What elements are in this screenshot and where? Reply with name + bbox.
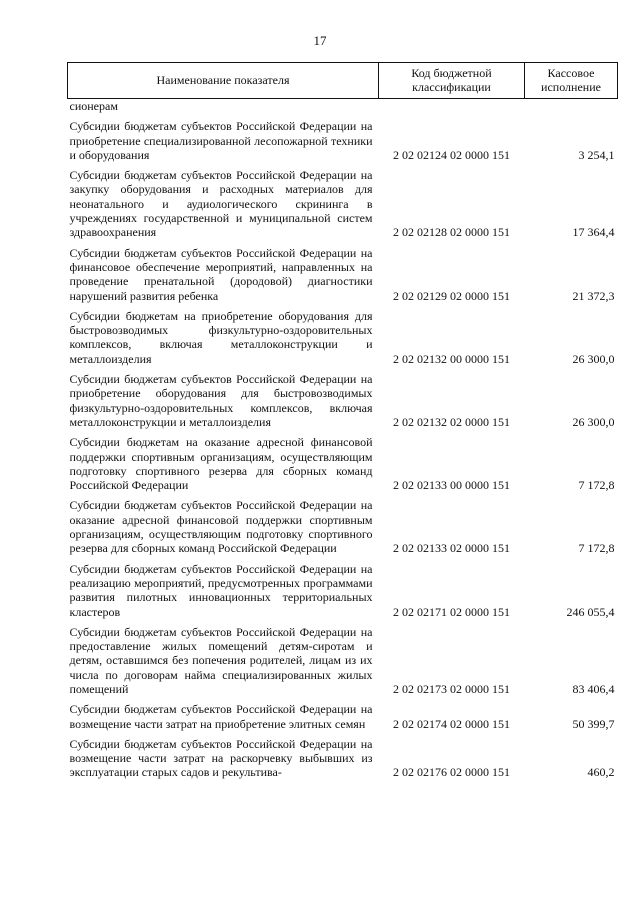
table-row	[68, 242, 618, 305]
row-amount: 83 406,4	[572, 681, 615, 696]
row-name: сионерам	[69, 99, 118, 113]
row-amount: 246 055,4	[566, 604, 615, 619]
table-row	[68, 733, 618, 782]
row-code: 2 02 02133 02 0000 151	[393, 541, 510, 556]
table-row	[68, 164, 618, 241]
row-amount: 21 372,3	[572, 288, 615, 303]
row-amount: 26 300,0	[572, 414, 615, 429]
row-amount: 26 300,0	[572, 351, 615, 366]
page-number: 17	[313, 33, 327, 48]
row-name: Субсидии бюджетам субъектов Российской Федерации на возмещение части затрат на раскорчевку выбывших из эксплуатации старых садов и рекультива-	[69, 736, 373, 780]
header-code: Код бюджетной классификации	[379, 63, 525, 99]
row-code: 2 02 02171 02 0000 151	[393, 604, 510, 619]
table-row	[68, 621, 618, 698]
row-code: 2 02 02124 02 0000 151	[393, 147, 510, 162]
row-code: 2 02 02176 02 0000 151	[393, 765, 510, 780]
row-name: Субсидии бюджетам субъектов Российской Федерации на приобретение оборудования для быстровозводимых физкультурно-оздоровительных комплексов, включая металлоконструкции и металлоизделия	[69, 372, 373, 429]
row-code: 2 02 02129 02 0000 151	[393, 288, 510, 303]
row-amount: 7 172,8	[578, 478, 615, 493]
row-name: Субсидии бюджетам на приобретение оборудования для быстровозводимых физкультурно-оздоровительных комплексов, включая металлоконструкции и металлоизделия	[69, 308, 373, 366]
table-row	[68, 558, 618, 621]
row-amount: 17 364,4	[572, 225, 615, 240]
row-amount: 50 399,7	[572, 716, 615, 731]
row-name: Субсидии бюджетам на оказание адресной финансовой поддержки спортивным организациям, осуществляющим подготовку спортивного резерва для сборных команд Российской Федерации	[69, 435, 373, 493]
row-name: Субсидии бюджетам субъектов Российской Федерации на приобретение специализированной лесопожарной техники и оборудования	[69, 119, 373, 162]
row-code: 2 02 02128 02 0000 151	[393, 225, 510, 240]
table-row	[68, 99, 618, 116]
row-name: Субсидии бюджетам субъектов Российской Федерации на возмещение части затрат на приобретение элитных семян	[69, 702, 373, 731]
row-code: 2 02 02132 02 0000 151	[393, 414, 510, 429]
header-name: Наименование показателя	[68, 63, 379, 99]
table-row	[68, 698, 618, 733]
row-name: Субсидии бюджетам субъектов Российской Федерации на финансовое обеспечение мероприятий, направленных на проведение пренатальной (дородовой) диагностики нарушений развития ребенка	[69, 245, 373, 303]
table-row	[68, 115, 618, 164]
row-amount	[525, 99, 618, 116]
row-name: Субсидии бюджетам субъектов Российской Федерации на оказание адресной финансовой поддержки спортивным организациям, осуществляющим подготовку спортивного резерва для сборных команд Российской Федерации	[69, 498, 373, 556]
row-code: 2 02 02133 00 0000 151	[393, 478, 510, 493]
table-row	[68, 494, 618, 557]
header-amount: Кассовое исполнение	[525, 63, 618, 99]
row-name: Субсидии бюджетам субъектов Российской Федерации на предоставление жилых помещений детям-сиротам и детям, оставшимся без попечения родителей, лицам из их числа по договорам найма специализированных жилых помещений	[69, 624, 373, 696]
row-amount: 460,2	[587, 765, 615, 780]
row-code: 2 02 02174 02 0000 151	[393, 716, 510, 731]
row-code: 2 02 02173 02 0000 151	[393, 681, 510, 696]
table-row	[68, 305, 618, 368]
row-name: Субсидии бюджетам субъектов Российской Федерации на реализацию мероприятий, предусмотренных программами развития пилотных инновационных территориальных кластеров	[69, 561, 373, 619]
table-row	[68, 368, 618, 431]
row-code: 2 02 02132 00 0000 151	[393, 351, 510, 366]
table-row	[68, 431, 618, 494]
table-header-row	[68, 63, 618, 99]
row-amount: 7 172,8	[578, 541, 615, 556]
row-amount: 3 254,1	[578, 147, 615, 162]
row-code	[379, 99, 525, 116]
budget-table	[67, 62, 618, 782]
row-name: Субсидии бюджетам субъектов Российской Федерации на закупку оборудования и расходных материалов для неонатального и аудиологического скрининга в учреждениях государственной и муниципальной систем здравоохранения	[69, 168, 373, 240]
